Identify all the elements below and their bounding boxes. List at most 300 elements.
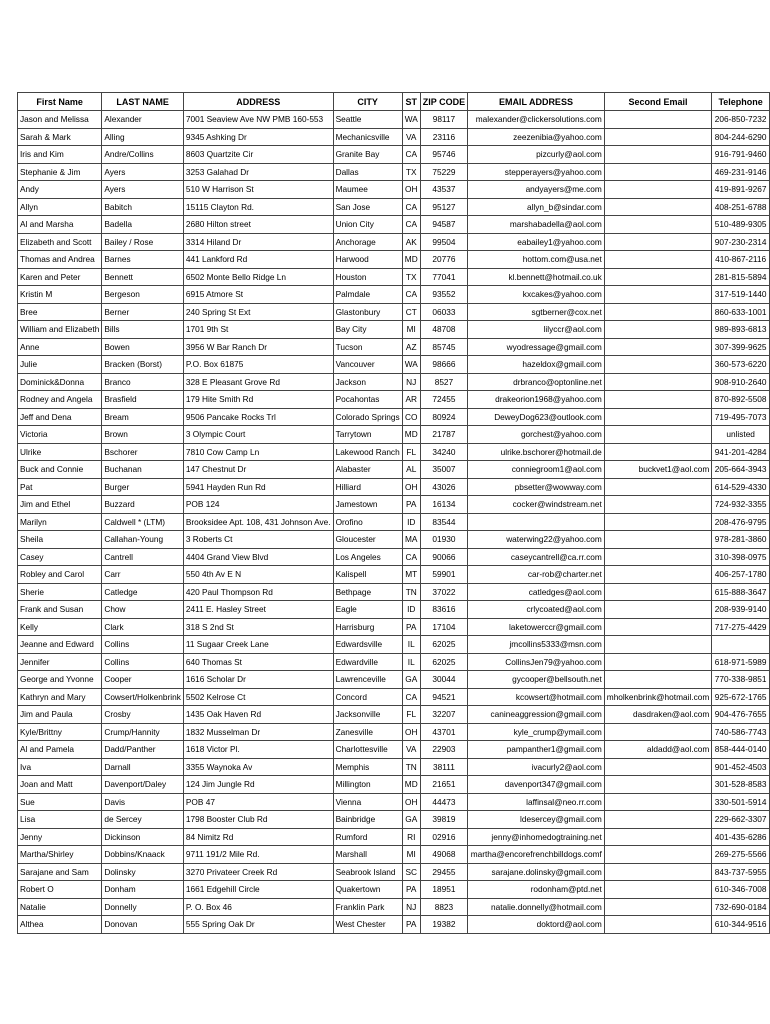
cell-state: CA	[402, 216, 420, 234]
header-last-name: LAST NAME	[102, 93, 184, 111]
cell-second-email: aldadd@aol.com	[604, 741, 712, 759]
cell-first-name: Sarajane and Sam	[18, 863, 102, 881]
cell-email: gycooper@bellsouth.net	[468, 671, 605, 689]
cell-first-name: Jim and Ethel	[18, 496, 102, 514]
cell-telephone: 732-690-0184	[712, 898, 770, 916]
cell-second-email	[604, 828, 712, 846]
cell-email: rodonham@ptd.net	[468, 881, 605, 899]
cell-telephone: 941-201-4284	[712, 443, 770, 461]
cell-state: TX	[402, 268, 420, 286]
cell-email: zeezenibia@yahoo.com	[468, 128, 605, 146]
cell-zip-code: 90066	[420, 548, 467, 566]
cell-email: hottom.com@usa.net	[468, 251, 605, 269]
table-row	[18, 793, 770, 811]
cell-telephone: 724-932-3355	[712, 496, 770, 514]
cell-second-email	[604, 531, 712, 549]
cell-address: 9506 Pancake Rocks Trl	[183, 408, 333, 426]
cell-second-email: dasdraken@aol.com	[604, 706, 712, 724]
header-zip-code: ZIP CODE	[420, 93, 467, 111]
cell-city: Eagle	[333, 601, 402, 619]
cell-email: hazeldox@gmail.com	[468, 356, 605, 374]
cell-zip-code: 22903	[420, 741, 467, 759]
cell-state: CA	[402, 688, 420, 706]
cell-last-name: Crump/Hannity	[102, 723, 184, 741]
cell-state: MI	[402, 321, 420, 339]
cell-first-name: Andy	[18, 181, 102, 199]
cell-email: wyodressage@gmail.com	[468, 338, 605, 356]
table-row	[18, 338, 770, 356]
cell-telephone: 469-231-9146	[712, 163, 770, 181]
cell-email: pizcurly@aol.com	[468, 146, 605, 164]
cell-city: Jacksonville	[333, 706, 402, 724]
cell-email: kyle_crump@ymail.com	[468, 723, 605, 741]
cell-first-name: George and Yvonne	[18, 671, 102, 689]
header-second-email: Second Email	[604, 93, 712, 111]
cell-email: drbranco@optonline.net	[468, 373, 605, 391]
cell-last-name: Babitch	[102, 198, 184, 216]
cell-city: Colorado Springs	[333, 408, 402, 426]
cell-state: WA	[402, 356, 420, 374]
cell-second-email: mholkenbrink@hotmail.com	[604, 688, 712, 706]
cell-second-email	[604, 443, 712, 461]
cell-state: OH	[402, 478, 420, 496]
cell-city: Granite Bay	[333, 146, 402, 164]
cell-state: SC	[402, 863, 420, 881]
cell-second-email	[604, 583, 712, 601]
table-row	[18, 776, 770, 794]
cell-last-name: Branco	[102, 373, 184, 391]
cell-last-name: Andre/Collins	[102, 146, 184, 164]
cell-email: andyayers@me.com	[468, 181, 605, 199]
cell-second-email	[604, 671, 712, 689]
cell-city: Tucson	[333, 338, 402, 356]
cell-first-name: Sarah & Mark	[18, 128, 102, 146]
cell-zip-code: 44473	[420, 793, 467, 811]
cell-zip-code: 01930	[420, 531, 467, 549]
table-row	[18, 513, 770, 531]
cell-city: Rumford	[333, 828, 402, 846]
cell-state: ID	[402, 513, 420, 531]
cell-email: canineaggression@gmail.com	[468, 706, 605, 724]
cell-first-name: Anne	[18, 338, 102, 356]
cell-telephone: 206-850-7232	[712, 111, 770, 129]
cell-telephone: 925-672-1765	[712, 688, 770, 706]
cell-state: OH	[402, 723, 420, 741]
cell-telephone: 307-399-9625	[712, 338, 770, 356]
cell-email: conniegroom1@aol.com	[468, 461, 605, 479]
cell-first-name: Rodney and Angela	[18, 391, 102, 409]
cell-last-name: Dobbins/Knaack	[102, 846, 184, 864]
cell-zip-code: 19382	[420, 916, 467, 934]
table-row	[18, 671, 770, 689]
cell-zip-code: 16134	[420, 496, 467, 514]
cell-last-name: Donovan	[102, 916, 184, 934]
cell-address: 11 Sugaar Creek Lane	[183, 636, 333, 654]
cell-telephone: 610-346-7008	[712, 881, 770, 899]
cell-state: AL	[402, 461, 420, 479]
cell-zip-code: 48708	[420, 321, 467, 339]
cell-first-name: Dominick&Donna	[18, 373, 102, 391]
cell-address: 147 Chestnut Dr	[183, 461, 333, 479]
cell-first-name: Robert O	[18, 881, 102, 899]
table-row	[18, 216, 770, 234]
cell-second-email	[604, 268, 712, 286]
table-row	[18, 286, 770, 304]
table-row	[18, 758, 770, 776]
cell-state: MD	[402, 426, 420, 444]
cell-telephone: 360-573-6220	[712, 356, 770, 374]
cell-zip-code: 34240	[420, 443, 467, 461]
cell-state: OH	[402, 181, 420, 199]
cell-state: ID	[402, 601, 420, 619]
cell-state: WA	[402, 111, 420, 129]
cell-last-name: Cooper	[102, 671, 184, 689]
cell-first-name: Kathryn and Mary	[18, 688, 102, 706]
cell-address: P.O. Box 61875	[183, 356, 333, 374]
cell-zip-code: 8823	[420, 898, 467, 916]
cell-city: Seattle	[333, 111, 402, 129]
cell-last-name: Collins	[102, 636, 184, 654]
cell-city: Houston	[333, 268, 402, 286]
cell-telephone: 401-435-6286	[712, 828, 770, 846]
cell-state: VA	[402, 128, 420, 146]
cell-second-email	[604, 916, 712, 934]
cell-zip-code: 30044	[420, 671, 467, 689]
cell-state: CA	[402, 146, 420, 164]
cell-first-name: Al and Pamela	[18, 741, 102, 759]
cell-last-name: Bracken (Borst)	[102, 356, 184, 374]
cell-zip-code: 38111	[420, 758, 467, 776]
table-row	[18, 251, 770, 269]
cell-last-name: Cantrell	[102, 548, 184, 566]
table-row	[18, 688, 770, 706]
cell-city: Orofino	[333, 513, 402, 531]
cell-address: 124 Jim Jungle Rd	[183, 776, 333, 794]
cell-telephone: 770-338-9851	[712, 671, 770, 689]
cell-address: 2411 E. Hasley Street	[183, 601, 333, 619]
cell-first-name: Julie	[18, 356, 102, 374]
cell-city: Edwardville	[333, 653, 402, 671]
cell-address: 3 Roberts Ct	[183, 531, 333, 549]
cell-state: NJ	[402, 373, 420, 391]
cell-state: CO	[402, 408, 420, 426]
cell-first-name: Althea	[18, 916, 102, 934]
cell-last-name: Caldwell * (LTM)	[102, 513, 184, 531]
cell-address: 7001 Seaview Ave NW PMB 160-553	[183, 111, 333, 129]
cell-telephone: 614-529-4330	[712, 478, 770, 496]
cell-telephone: 317-519-1440	[712, 286, 770, 304]
cell-state: MA	[402, 531, 420, 549]
cell-last-name: Bergeson	[102, 286, 184, 304]
cell-address: P. O. Box 46	[183, 898, 333, 916]
cell-email: stepperayers@yahoo.com	[468, 163, 605, 181]
cell-telephone: 989-893-6813	[712, 321, 770, 339]
cell-address: 1435 Oak Haven Rd	[183, 706, 333, 724]
cell-city: Concord	[333, 688, 402, 706]
cell-address: 3270 Privateer Creek Rd	[183, 863, 333, 881]
cell-address: 3355 Waynoka Av	[183, 758, 333, 776]
cell-second-email	[604, 251, 712, 269]
cell-email: kcowsert@hotmail.com	[468, 688, 605, 706]
cell-address: 3 Olympic Court	[183, 426, 333, 444]
cell-state: AZ	[402, 338, 420, 356]
cell-zip-code: 21787	[420, 426, 467, 444]
cell-second-email	[604, 776, 712, 794]
cell-state: PA	[402, 916, 420, 934]
header-city: CITY	[333, 93, 402, 111]
cell-zip-code: 94587	[420, 216, 467, 234]
cell-city: Lakewood Ranch	[333, 443, 402, 461]
cell-telephone: 281-815-5894	[712, 268, 770, 286]
cell-address: 640 Thomas St	[183, 653, 333, 671]
cell-last-name: Clark	[102, 618, 184, 636]
cell-telephone: 870-892-5508	[712, 391, 770, 409]
cell-last-name: Dolinsky	[102, 863, 184, 881]
cell-telephone: 410-867-2116	[712, 251, 770, 269]
cell-city: Zanesville	[333, 723, 402, 741]
cell-state: MT	[402, 566, 420, 584]
table-row	[18, 268, 770, 286]
cell-last-name: Bills	[102, 321, 184, 339]
table-row	[18, 601, 770, 619]
cell-first-name: Stephanie & Jim	[18, 163, 102, 181]
cell-email: natalie.donnelly@hotmail.com	[468, 898, 605, 916]
cell-last-name: Bschorer	[102, 443, 184, 461]
cell-first-name: Kyle/Brittny	[18, 723, 102, 741]
cell-telephone: 408-251-6788	[712, 198, 770, 216]
cell-first-name: Casey	[18, 548, 102, 566]
cell-telephone: 205-664-3943	[712, 461, 770, 479]
table-row	[18, 128, 770, 146]
cell-city: Anchorage	[333, 233, 402, 251]
cell-zip-code: 62025	[420, 636, 467, 654]
cell-email: jmcollins5333@msn.com	[468, 636, 605, 654]
cell-first-name: Allyn	[18, 198, 102, 216]
cell-address: 1616 Scholar Dr	[183, 671, 333, 689]
cell-email: laffinsal@neo.rr.com	[468, 793, 605, 811]
cell-address: 420 Paul Thompson Rd	[183, 583, 333, 601]
cell-last-name: Alexander	[102, 111, 184, 129]
cell-telephone: 916-791-9460	[712, 146, 770, 164]
cell-second-email	[604, 356, 712, 374]
cell-address: POB 124	[183, 496, 333, 514]
cell-second-email	[604, 216, 712, 234]
cell-first-name: Iris and Kim	[18, 146, 102, 164]
cell-last-name: Collins	[102, 653, 184, 671]
cell-second-email	[604, 391, 712, 409]
cell-address: 1701 9th St	[183, 321, 333, 339]
cell-state: MD	[402, 251, 420, 269]
cell-first-name: Thomas and Andrea	[18, 251, 102, 269]
cell-second-email	[604, 163, 712, 181]
cell-last-name: Brown	[102, 426, 184, 444]
cell-last-name: Cowsert/Holkenbrink	[102, 688, 184, 706]
cell-city: Kalispell	[333, 566, 402, 584]
cell-last-name: Davis	[102, 793, 184, 811]
cell-email: eabailey1@yahoo.com	[468, 233, 605, 251]
cell-second-email: buckvet1@aol.com	[604, 461, 712, 479]
cell-first-name: Kristin M	[18, 286, 102, 304]
table-row	[18, 618, 770, 636]
cell-last-name: Crosby	[102, 706, 184, 724]
cell-state: GA	[402, 811, 420, 829]
cell-email: drakeorion1968@yahoo.com	[468, 391, 605, 409]
cell-city: Seabrook Island	[333, 863, 402, 881]
cell-telephone: 269-275-5566	[712, 846, 770, 864]
cell-state: IL	[402, 636, 420, 654]
cell-email: jenny@inhomedogtraining.net	[468, 828, 605, 846]
cell-address: 4404 Grand View Blvd	[183, 548, 333, 566]
table-row	[18, 583, 770, 601]
cell-state: NJ	[402, 898, 420, 916]
cell-email	[468, 513, 605, 531]
cell-second-email	[604, 233, 712, 251]
cell-telephone: 719-495-7073	[712, 408, 770, 426]
table-row	[18, 811, 770, 829]
cell-second-email	[604, 146, 712, 164]
cell-zip-code: 75229	[420, 163, 467, 181]
cell-city: Gloucester	[333, 531, 402, 549]
cell-last-name: Bream	[102, 408, 184, 426]
cell-email: lilyccr@aol.com	[468, 321, 605, 339]
cell-address: 84 Nimitz Rd	[183, 828, 333, 846]
cell-zip-code: 99504	[420, 233, 467, 251]
cell-telephone: 860-633-1001	[712, 303, 770, 321]
cell-telephone: 843-737-5955	[712, 863, 770, 881]
cell-email: pbsetter@wowway.com	[468, 478, 605, 496]
cell-email: ldesercey@gmail.com	[468, 811, 605, 829]
header-state: ST	[402, 93, 420, 111]
cell-telephone: 208-939-9140	[712, 601, 770, 619]
cell-last-name: Dickinson	[102, 828, 184, 846]
cell-telephone: 510-489-9305	[712, 216, 770, 234]
table-row	[18, 828, 770, 846]
cell-city: Harwood	[333, 251, 402, 269]
cell-city: Marshall	[333, 846, 402, 864]
cell-zip-code: 94521	[420, 688, 467, 706]
cell-city: Lawrenceville	[333, 671, 402, 689]
cell-zip-code: 83544	[420, 513, 467, 531]
cell-zip-code: 23116	[420, 128, 467, 146]
cell-second-email	[604, 496, 712, 514]
cell-city: Charlottesville	[333, 741, 402, 759]
table-row	[18, 706, 770, 724]
cell-state: CA	[402, 198, 420, 216]
cell-zip-code: 35007	[420, 461, 467, 479]
cell-city: Hilliard	[333, 478, 402, 496]
cell-address: 9711 191/2 Mile Rd.	[183, 846, 333, 864]
cell-first-name: Joan and Matt	[18, 776, 102, 794]
cell-email: marshabadella@aol.com	[468, 216, 605, 234]
cell-email: cocker@windstream.net	[468, 496, 605, 514]
cell-address: 1832 Musselman Dr	[183, 723, 333, 741]
cell-zip-code: 32207	[420, 706, 467, 724]
cell-last-name: Brasfield	[102, 391, 184, 409]
cell-state: AK	[402, 233, 420, 251]
cell-second-email	[604, 128, 712, 146]
cell-zip-code: 43026	[420, 478, 467, 496]
cell-address: 5502 Kelrose Ct	[183, 688, 333, 706]
cell-zip-code: 98117	[420, 111, 467, 129]
cell-second-email	[604, 898, 712, 916]
cell-last-name: Carr	[102, 566, 184, 584]
cell-address: 550 4th Av E N	[183, 566, 333, 584]
cell-last-name: Berner	[102, 303, 184, 321]
cell-city: Glastonbury	[333, 303, 402, 321]
cell-address: Brooksidee Apt. 108, 431 Johnson Ave.	[183, 513, 333, 531]
cell-last-name: Callahan-Young	[102, 531, 184, 549]
cell-last-name: Bowen	[102, 338, 184, 356]
cell-first-name: Jason and Melissa	[18, 111, 102, 129]
table-row	[18, 548, 770, 566]
cell-first-name: William and Elizabeth	[18, 321, 102, 339]
header-row	[18, 93, 770, 111]
cell-second-email	[604, 303, 712, 321]
cell-email: car-rob@charter.net	[468, 566, 605, 584]
cell-state: GA	[402, 671, 420, 689]
cell-last-name: Davenport/Daley	[102, 776, 184, 794]
cell-city: Palmdale	[333, 286, 402, 304]
cell-second-email	[604, 811, 712, 829]
cell-city: Bainbridge	[333, 811, 402, 829]
cell-second-email	[604, 111, 712, 129]
cell-city: Jackson	[333, 373, 402, 391]
cell-last-name: Catledge	[102, 583, 184, 601]
cell-telephone: 419-891-9267	[712, 181, 770, 199]
cell-city: Vienna	[333, 793, 402, 811]
table-row	[18, 916, 770, 934]
cell-city: Jamestown	[333, 496, 402, 514]
cell-city: West Chester	[333, 916, 402, 934]
cell-first-name: Victoria	[18, 426, 102, 444]
cell-city: Tarrytown	[333, 426, 402, 444]
table-row	[18, 373, 770, 391]
cell-zip-code: 62025	[420, 653, 467, 671]
cell-last-name: Alling	[102, 128, 184, 146]
cell-state: FL	[402, 443, 420, 461]
cell-first-name: Sheila	[18, 531, 102, 549]
cell-first-name: Elizabeth and Scott	[18, 233, 102, 251]
cell-zip-code: 83616	[420, 601, 467, 619]
cell-second-email	[604, 723, 712, 741]
cell-address: 7810 Cow Camp Ln	[183, 443, 333, 461]
cell-state: CA	[402, 548, 420, 566]
cell-first-name: Robley and Carol	[18, 566, 102, 584]
cell-email: CollinsJen79@yahoo.com	[468, 653, 605, 671]
cell-second-email	[604, 758, 712, 776]
table-row	[18, 426, 770, 444]
cell-first-name: Natalie	[18, 898, 102, 916]
cell-first-name: Pat	[18, 478, 102, 496]
cell-state: FL	[402, 706, 420, 724]
table-row	[18, 443, 770, 461]
cell-zip-code: 85745	[420, 338, 467, 356]
cell-telephone: 858-444-0140	[712, 741, 770, 759]
cell-state: PA	[402, 618, 420, 636]
cell-telephone: 208-476-9795	[712, 513, 770, 531]
cell-first-name: Sue	[18, 793, 102, 811]
cell-address: 6502 Monte Bello Ridge Ln	[183, 268, 333, 286]
cell-zip-code: 39819	[420, 811, 467, 829]
cell-email: sgtberner@cox.net	[468, 303, 605, 321]
header-email-address: EMAIL ADDRESS	[468, 93, 605, 111]
cell-address: 6915 Atmore St	[183, 286, 333, 304]
cell-last-name: Bailey / Rose	[102, 233, 184, 251]
cell-second-email	[604, 321, 712, 339]
cell-address: 3253 Galahad Dr	[183, 163, 333, 181]
cell-city: Millington	[333, 776, 402, 794]
cell-last-name: Darnall	[102, 758, 184, 776]
